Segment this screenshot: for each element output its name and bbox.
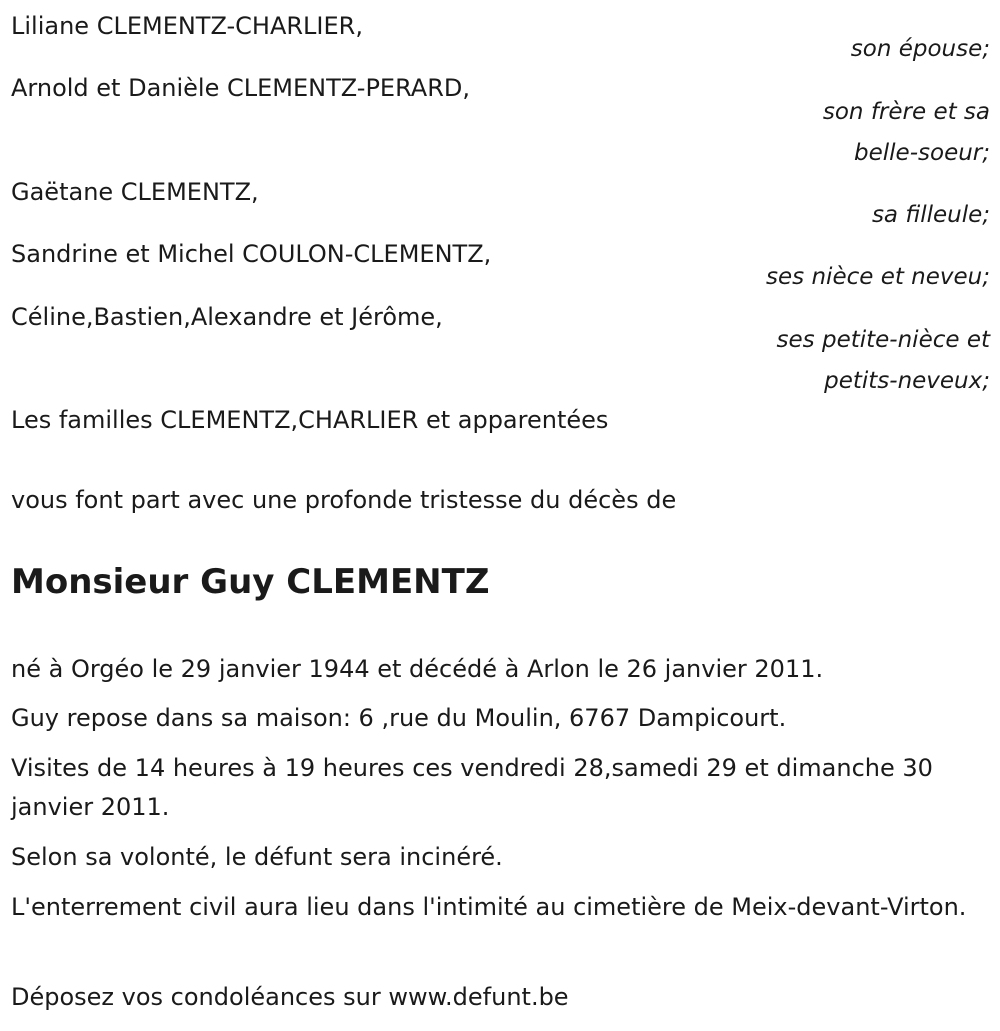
visiting-hours: Visites de 14 heures à 19 heures ces vendredi 28,samedi 29 et dimanche 30 janvier 2011. (11, 754, 933, 821)
family-member-role: belle-soeur; (854, 140, 990, 166)
burial-note: L'enterrement civil aura lieu dans l'intimité au cimetière de Meix-devant-Virton. (11, 893, 967, 921)
deceased-name: Monsieur Guy CLEMENTZ (11, 562, 490, 602)
family-member-name: Sandrine et Michel COULON-CLEMENTZ, (11, 240, 492, 268)
family-member-role: sa filleule; (871, 202, 990, 228)
family-member-name: Arnold et Danièle CLEMENTZ-PERARD, (11, 74, 470, 102)
families-line: Les familles CLEMENTZ,CHARLIER et apparentées (11, 406, 609, 434)
family-member-name: Gaëtane CLEMENTZ, (11, 178, 259, 206)
family-member-name: Céline,Bastien,Alexandre et Jérôme, (11, 303, 443, 331)
birth-death-dates: né à Orgéo le 29 janvier 1944 et décédé à Arlon le 26 janvier 2011. (11, 655, 824, 683)
family-member-role: ses nièce et neveu; (766, 264, 990, 290)
family-member-role: son épouse; (850, 36, 990, 62)
condolences-link-text: Déposez vos condoléances sur www.defunt.be (11, 983, 569, 1011)
cremation-note: Selon sa volonté, le défunt sera incinéré. (11, 843, 503, 871)
announcement-text: vous font part avec une profonde tristesse du décès de (11, 486, 677, 514)
resting-place: Guy repose dans sa maison: 6 ,rue du Moulin, 6767 Dampicourt. (11, 704, 787, 732)
family-member-name: Liliane CLEMENTZ-CHARLIER, (11, 12, 363, 40)
family-member-role: ses petite-nièce et (776, 327, 990, 353)
family-member-role: son frère et sa (822, 99, 990, 125)
family-member-role: petits-neveux; (824, 368, 990, 394)
